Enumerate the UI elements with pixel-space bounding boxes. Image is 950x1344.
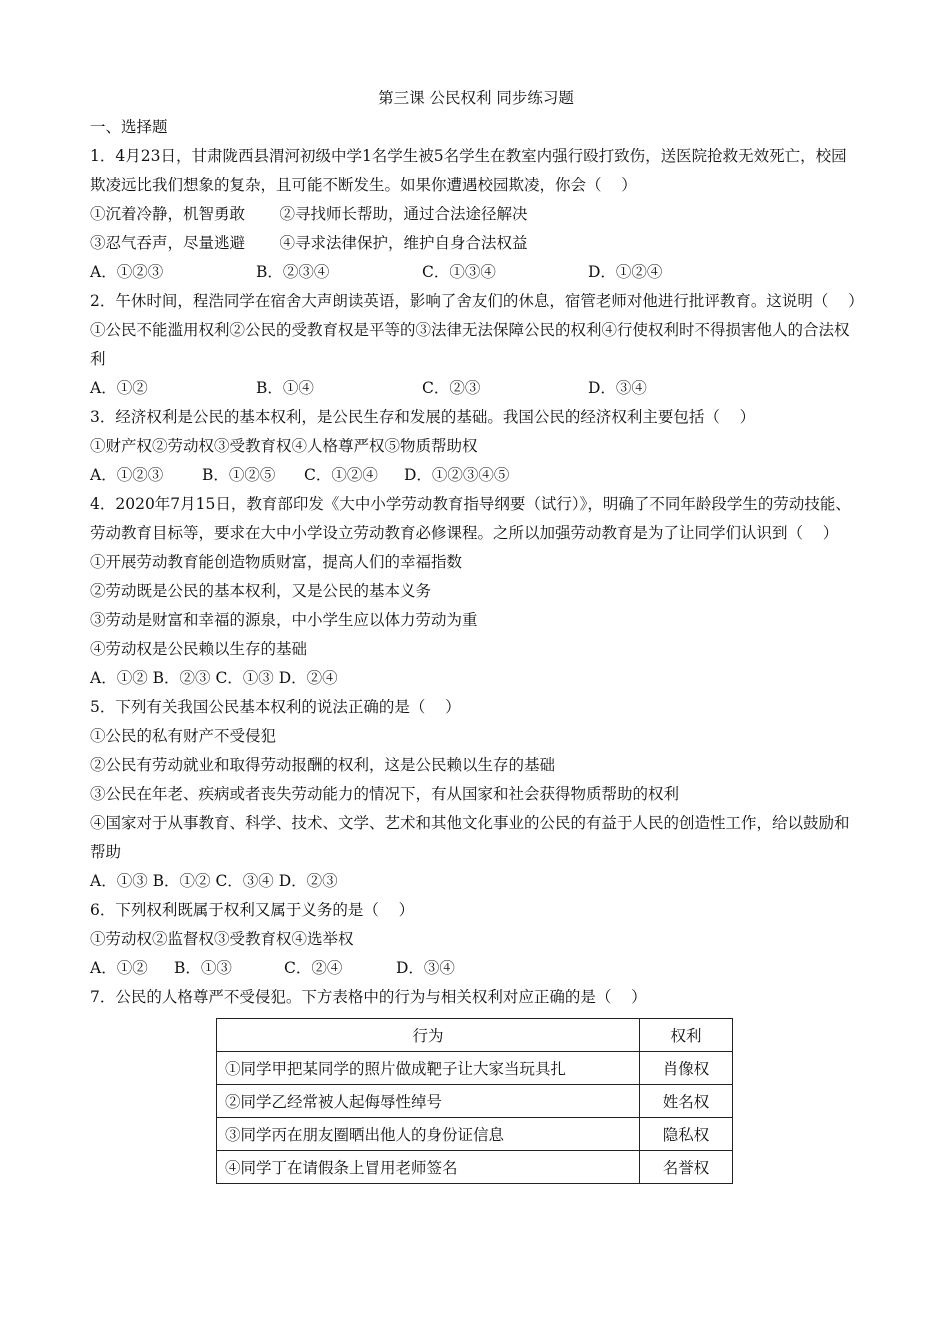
question-5-item: ③公民在年老、疾病或者丧失劳动能力的情况下，有从国家和社会获得物质帮助的权利 [90, 785, 680, 803]
question-4-item: ②劳动既是公民的基本权利，又是公民的基本义务 [90, 582, 432, 600]
question-3-options [90, 461, 862, 490]
question-6-item: ①劳动权②监督权③受教育权④选举权 [90, 930, 354, 948]
column-header-action: 行为 [217, 1019, 640, 1052]
option-d: D．①②④ [588, 263, 663, 281]
question-4-stem: 4．2020年7月15日，教育部印发《大中小学劳动教育指导纲要（试行）》，明确了不同年龄段学生的劳动技能、劳动教育目标等，要求在大中小学设立劳动教育必修课程。之所以加强劳动教育是为了让同学们认识到（ ） [90, 495, 851, 542]
option-a: A．①②③ [90, 263, 164, 281]
question-3-item: ①财产权②劳动权③受教育权④人格尊严权⑤物质帮助权 [90, 437, 478, 455]
table-row [217, 1118, 733, 1151]
table-cell-right: 姓名权 [640, 1085, 733, 1118]
option-c: C．①③④ [422, 263, 496, 281]
question-2-stem: 2．午休时间，程浩同学在宿舍大声朗读英语，影响了舍友们的休息，宿管老师对他进行批评教育。这说明（ ） [90, 292, 864, 310]
column-header-right: 权利 [640, 1019, 733, 1052]
question-5-item: ②公民有劳动就业和取得劳动报酬的权利，这是公民赖以生存的基础 [90, 756, 556, 774]
question-4-item: ①开展劳动教育能创造物质财富，提高人们的幸福指数 [90, 553, 463, 571]
option-a: A．①② [90, 959, 148, 977]
table-cell-action: ③同学丙在朋友圈晒出他人的身份证信息 [217, 1118, 640, 1151]
table-row [217, 1151, 733, 1184]
question-1-stem: 1．4月23日，甘肃陇西县渭河初级中学1名学生被5名学生在教室内强行殴打致伤，送医院抢救无效死亡，校园欺凌远比我们想象的复杂，且可能不断发生。如果你遭遇校园欺凌，你会（ ） [90, 147, 847, 194]
option-b: B．②③④ [256, 263, 330, 281]
table-header-row [217, 1019, 733, 1052]
option-b: B．①④ [256, 379, 314, 397]
question-5-item: ①公民的私有财产不受侵犯 [90, 727, 277, 745]
option-c: C．①②④ [304, 466, 378, 484]
question-2-options [90, 374, 862, 403]
table-cell-right: 隐私权 [640, 1118, 733, 1151]
question-7-stem: 7．公民的人格尊严不受侵犯。下方表格中的行为与相关权利对应正确的是（ ） [90, 988, 647, 1006]
question-4-item: ③劳动是财富和幸福的源泉，中小学生应以体力劳动为重 [90, 611, 478, 629]
page-title: 第三课 公民权利 同步练习题 [378, 89, 574, 107]
table-cell-action: ②同学乙经常被人起侮辱性绰号 [217, 1085, 640, 1118]
table-row [217, 1085, 733, 1118]
section-heading: 一、选择题 [90, 118, 168, 136]
question-5-options: A．①③ B．①② C．③④ D．②③ [90, 872, 338, 890]
table-row [217, 1052, 733, 1085]
question-1-item: ③忍气吞声，尽量逃避 ④寻求法律保护，维护自身合法权益 [90, 234, 528, 252]
option-d: D．③④ [396, 959, 455, 977]
option-c: C．②③ [422, 379, 481, 397]
question-7-table [216, 1018, 733, 1184]
question-5-stem: 5．下列有关我国公民基本权利的说法正确的是（ ） [90, 698, 461, 716]
option-c: C．②④ [284, 959, 343, 977]
question-4-options: A．①② B．②③ C．①③ D．②④ [90, 669, 338, 687]
option-b: B．①②⑤ [202, 466, 276, 484]
table-cell-action: ④同学丁在请假条上冒用老师签名 [217, 1151, 640, 1184]
question-4-item: ④劳动权是公民赖以生存的基础 [90, 640, 308, 658]
question-3-stem: 3．经济权利是公民的基本权利，是公民生存和发展的基础。我国公民的经济权利主要包括（ ） [90, 408, 756, 426]
option-b: B．①③ [174, 959, 232, 977]
option-d: D．③④ [588, 379, 647, 397]
table-cell-right: 肖像权 [640, 1052, 733, 1085]
option-a: A．①②③ [90, 466, 164, 484]
option-d: D．①②③④⑤ [404, 466, 510, 484]
question-2-item: ①公民不能滥用权利②公民的受教育权是平等的③法律无法保障公民的权利④行使权利时不得损害他人的合法权利 [90, 321, 850, 368]
question-1-item: ①沉着冷静，机智勇敢 ②寻找师长帮助，通过合法途径解决 [90, 205, 528, 223]
option-a: A．①② [90, 379, 148, 397]
question-6-stem: 6．下列权利既属于权利又属于义务的是（ ） [90, 901, 415, 919]
question-5-item: ④国家对于从事教育、科学、技术、文学、艺术和其他文化事业的公民的有益于人民的创造性工作，给以鼓励和帮助 [90, 814, 850, 861]
document-page [90, 84, 862, 1184]
table-cell-action: ①同学甲把某同学的照片做成靶子让大家当玩具扎 [217, 1052, 640, 1085]
table-cell-right: 名誉权 [640, 1151, 733, 1184]
question-1-options [90, 258, 862, 287]
question-6-options [90, 954, 862, 983]
